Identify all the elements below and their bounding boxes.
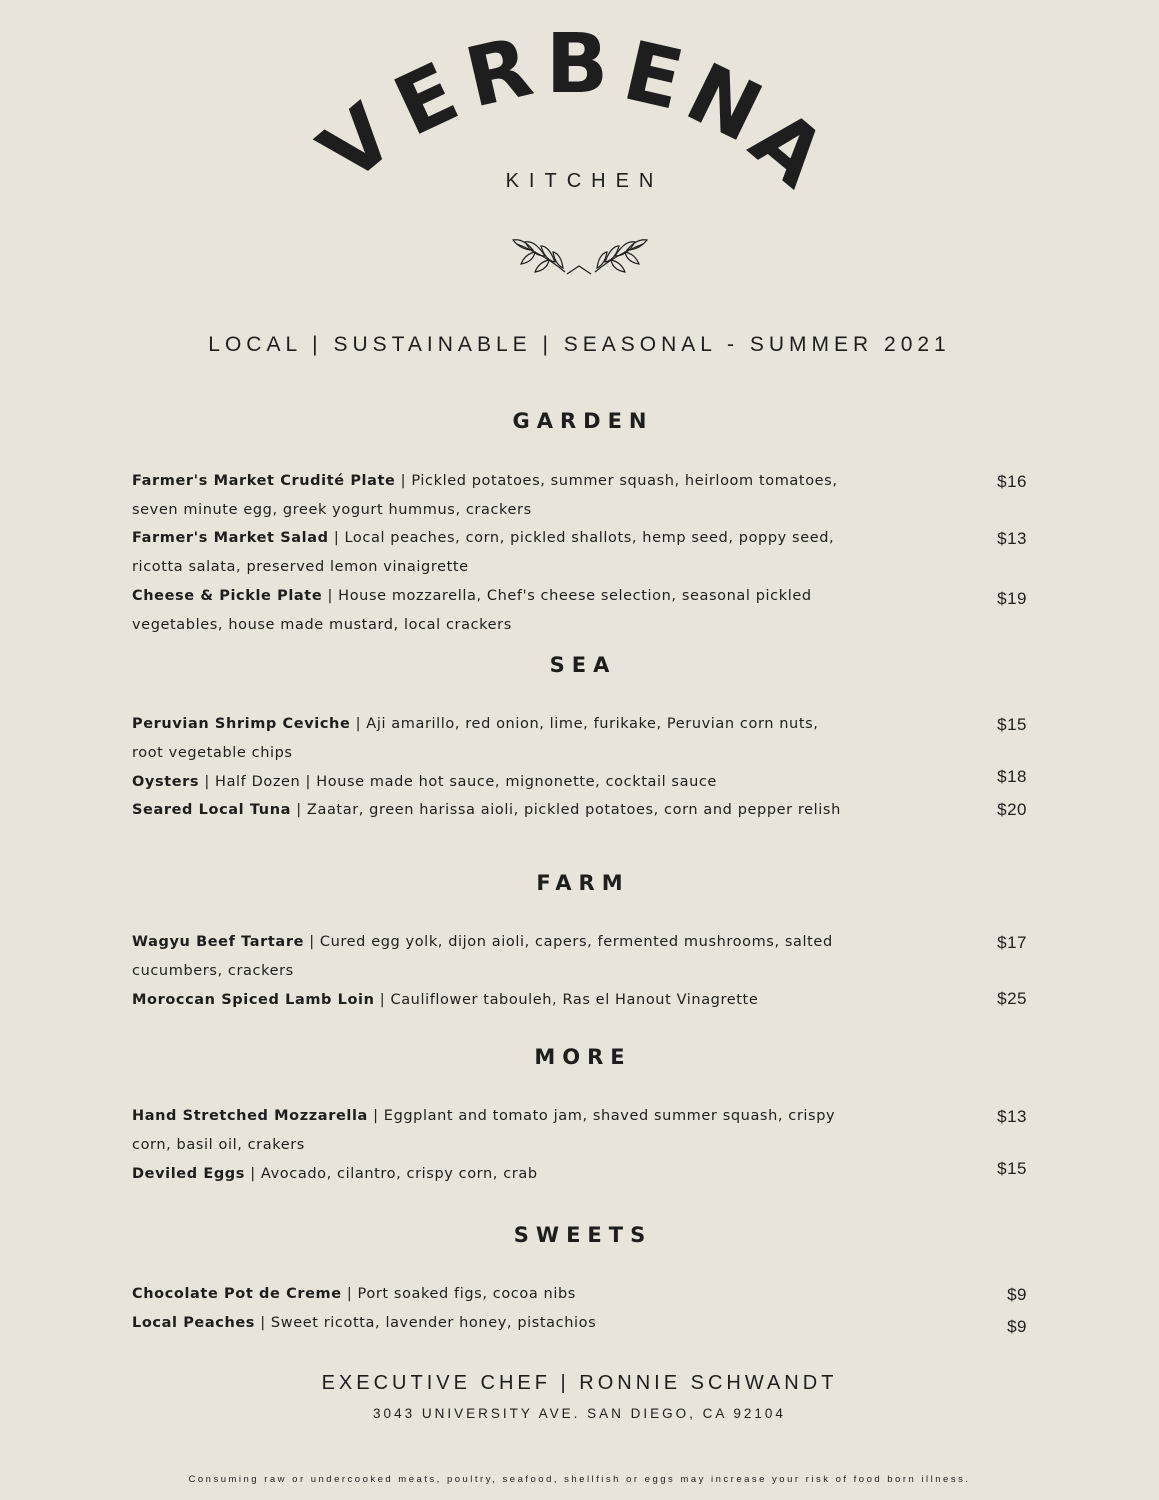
- item-description: | Avocado, cilantro, crispy corn, crab: [245, 1166, 538, 1182]
- section-title-sweets: SWEETS: [513, 1223, 653, 1247]
- item-name: Farmer's Market Crudité Plate: [132, 473, 396, 489]
- item-price: $13: [997, 1107, 1027, 1126]
- item-name: Moroccan Spiced Lamb Loin: [132, 992, 375, 1008]
- menu-item: [132, 928, 852, 986]
- item-description: | Eggplant and tomato jam, shaved summer squash, crispy corn, basil oil, crakers: [132, 1108, 836, 1153]
- item-description: | Zaatar, green harissa aioli, pickled potatoes, corn and pepper relish: [291, 802, 841, 818]
- brand-letter: B: [545, 17, 609, 112]
- item-name: Cheese & Pickle Plate: [132, 588, 323, 604]
- item-price: $13: [997, 529, 1027, 548]
- menu-item: [132, 1280, 852, 1309]
- brand-letter: A: [732, 92, 843, 206]
- section-title-garden: GARDEN: [512, 409, 654, 433]
- item-description: | Cured egg yolk, dijon aioli, capers, fermented mushrooms, salted cucumbers, crackers: [132, 934, 833, 979]
- item-price: $25: [997, 989, 1027, 1008]
- item-name: Local Peaches: [132, 1315, 256, 1331]
- item-description: | Half Dozen | House made hot sauce, mignonette, cocktail sauce: [199, 774, 717, 790]
- brand-letter: E: [380, 45, 472, 155]
- item-description: | Port soaked figs, cocoa nibs: [341, 1286, 576, 1302]
- item-price: $9: [1007, 1317, 1027, 1336]
- item-name: Wagyu Beef Tartare: [132, 934, 304, 950]
- item-description: | Pickled potatoes, summer squash, heirloom tomatoes, seven minute egg, greek yogurt hummus, crackers: [132, 473, 838, 518]
- item-description: | Aji amarillo, red onion, lime, furikake, Peruvian corn nuts, root vegetable chips: [132, 716, 819, 761]
- food-safety-disclaimer: Consuming raw or undercooked meats, poultry, seafood, shellfish or eggs may increase your risk of food born illness.: [188, 1474, 971, 1485]
- section-title-farm: FARM: [536, 871, 630, 895]
- section-title-sea: SEA: [549, 653, 617, 677]
- menu-item: [132, 1160, 852, 1189]
- item-price: $15: [997, 1159, 1027, 1178]
- menu-item: [132, 796, 852, 825]
- menu-item: [132, 768, 852, 797]
- menu-item: [132, 1309, 852, 1338]
- brand-letter: E: [615, 23, 692, 129]
- item-description: | Sweet ricotta, lavender honey, pistachios: [255, 1315, 597, 1331]
- item-description: | Local peaches, corn, pickled shallots, hemp seed, poppy seed, ricotta salata, preserved lemon vinaigrette: [132, 530, 835, 575]
- menu-item: [132, 582, 852, 640]
- item-price: $9: [1007, 1285, 1027, 1304]
- executive-chef: EXECUTIVE CHEF | RONNIE SCHWANDT: [321, 1372, 838, 1394]
- menu-item: [132, 467, 852, 525]
- item-price: $16: [997, 472, 1027, 491]
- item-description: | Cauliflower tabouleh, Ras el Hanout Vinagrette: [374, 992, 759, 1008]
- menu-item: [132, 524, 852, 582]
- item-name: Peruvian Shrimp Ceviche: [132, 716, 351, 732]
- item-name: Deviled Eggs: [132, 1166, 246, 1182]
- menu-item: [132, 710, 852, 768]
- item-name: Chocolate Pot de Creme: [132, 1286, 342, 1302]
- item-description: | House mozzarella, Chef's cheese selection, seasonal pickled vegetables, house made mustard, local crackers: [132, 588, 812, 633]
- item-price: $17: [997, 933, 1027, 952]
- section-title-more: MORE: [534, 1045, 632, 1069]
- menu-item: [132, 986, 852, 1015]
- brand-letter: R: [457, 19, 541, 127]
- item-name: Hand Stretched Mozzarella: [132, 1108, 368, 1124]
- item-name: Seared Local Tuna: [132, 802, 292, 818]
- item-price: $15: [997, 715, 1027, 734]
- item-price: $19: [997, 589, 1027, 608]
- laurel-sprig-icon: [505, 210, 655, 280]
- item-name: Farmer's Market Salad: [132, 530, 329, 546]
- brand-subtitle: KITCHEN: [505, 170, 664, 192]
- brand-letter: V: [302, 87, 413, 201]
- item-price: $18: [997, 767, 1027, 786]
- brand-letter: N: [672, 45, 776, 162]
- tagline: LOCAL | SUSTAINABLE | SEASONAL - SUMMER 2021: [208, 333, 951, 356]
- menu-item: [132, 1102, 852, 1160]
- restaurant-address: 3043 UNIVERSITY AVE. SAN DIEGO, CA 92104: [373, 1406, 786, 1421]
- item-price: $20: [997, 800, 1027, 819]
- item-name: Oysters: [132, 774, 200, 790]
